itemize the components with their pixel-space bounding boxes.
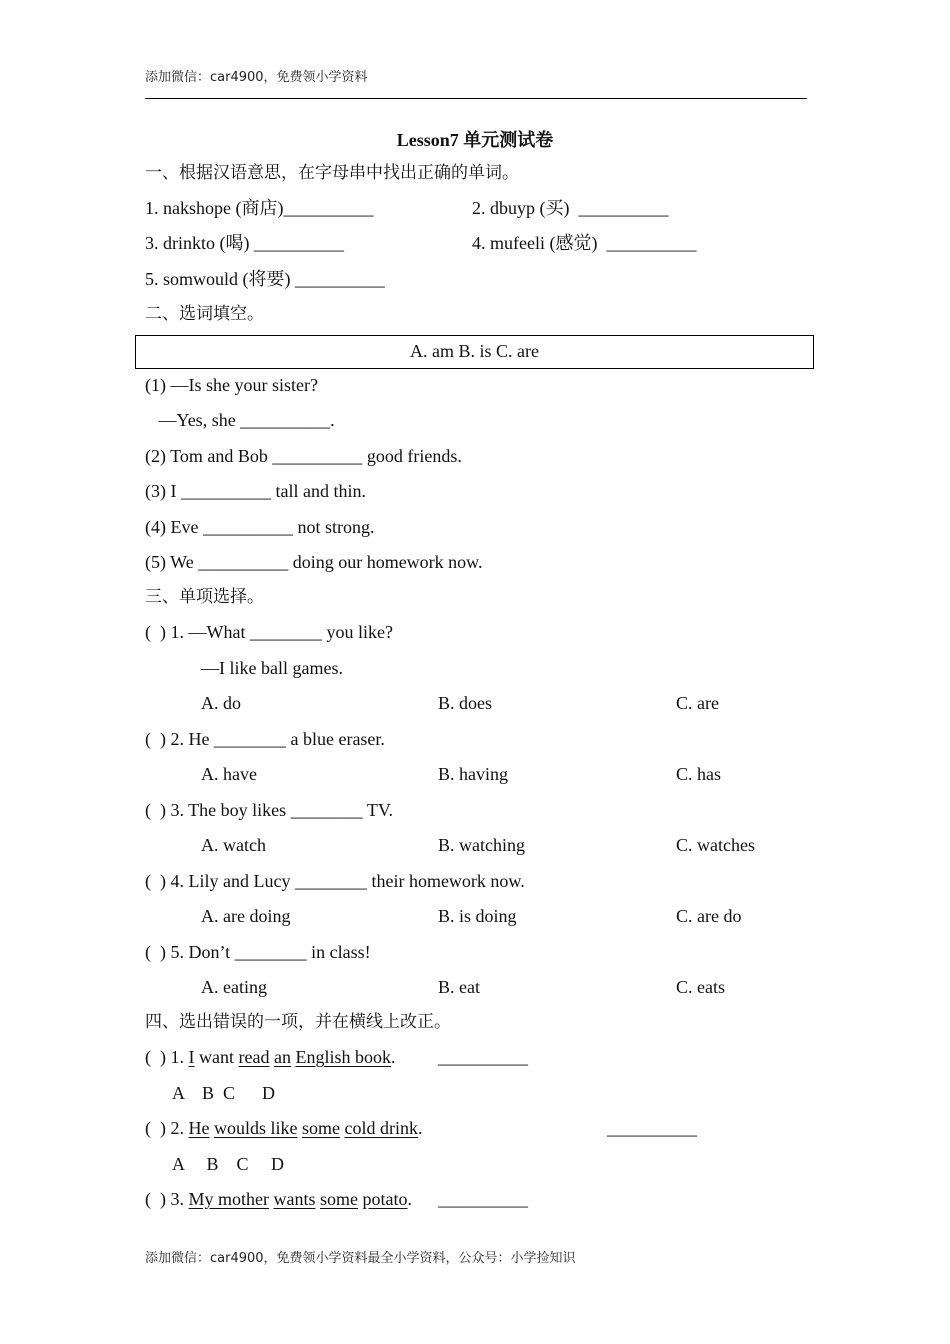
s4-q1-part-b: read bbox=[238, 1047, 270, 1067]
s4-q1-sentence: ( ) 1. I want read an English book. bbox=[145, 1047, 396, 1067]
s4-q1-blank: __________ bbox=[438, 1047, 528, 1067]
s3-q4-option-b: B. is doing bbox=[438, 906, 517, 926]
s2-item-1: (1) —Is she your sister? bbox=[145, 375, 318, 395]
s3-q5-option-b: B. eat bbox=[438, 977, 480, 997]
section2-heading: 二、选词填空。 bbox=[145, 304, 264, 324]
s3-q1-option-b: B. does bbox=[438, 693, 492, 713]
s3-q5-option-c: C. eats bbox=[676, 977, 725, 997]
s3-q1-option-c: C. are bbox=[676, 693, 719, 713]
header-divider bbox=[145, 98, 807, 99]
s3-q4-option-c: C. are do bbox=[676, 906, 742, 926]
s3-q3-option-b: B. watching bbox=[438, 835, 525, 855]
s1-item-5: 5. somwould (将要) __________ bbox=[145, 269, 385, 289]
s3-q2-option-a: A. have bbox=[201, 764, 257, 784]
s1-item-4: 4. mufeeli (感觉) __________ bbox=[472, 233, 697, 253]
page-title: Lesson7 单元测试卷 bbox=[396, 130, 554, 150]
s2-item-1-answer: —Yes, she __________. bbox=[145, 410, 335, 430]
s4-q2-sentence: ( ) 2. He woulds like some cold drink. bbox=[145, 1118, 423, 1138]
s1-item-3: 3. drinkto (喝) __________ bbox=[145, 233, 344, 253]
word-options-box: A. am B. is C. are bbox=[135, 335, 814, 369]
section3-heading: 三、单项选择。 bbox=[145, 587, 264, 607]
s4-q2-part-d: cold drink bbox=[344, 1118, 418, 1138]
s3-q3-option-a: A. watch bbox=[201, 835, 266, 855]
s3-q5-option-a: A. eating bbox=[201, 977, 267, 997]
s2-item-5: (5) We __________ doing our homework now. bbox=[145, 552, 483, 572]
s1-item-2: 2. dbuyp (买) __________ bbox=[472, 198, 669, 218]
s3-q4-stem: ( ) 4. Lily and Lucy ________ their homework now. bbox=[145, 871, 525, 891]
s4-q3-part-a: My mother bbox=[188, 1189, 269, 1209]
s4-q3-part-c: some bbox=[320, 1189, 358, 1209]
s3-q4-option-a: A. are doing bbox=[201, 906, 291, 926]
s4-q2-part-b: woulds like bbox=[214, 1118, 298, 1138]
s3-q3-stem: ( ) 3. The boy likes ________ TV. bbox=[145, 800, 393, 820]
s4-q3-sentence: ( ) 3. My mother wants some potato. bbox=[145, 1189, 412, 1209]
s4-q2-letters: A B C D bbox=[172, 1154, 285, 1174]
s3-q2-option-c: C. has bbox=[676, 764, 721, 784]
s4-q2-part-a: He bbox=[188, 1118, 210, 1138]
s3-q3-option-c: C. watches bbox=[676, 835, 755, 855]
s4-q1-letters: A B C D bbox=[172, 1083, 276, 1103]
s1-item-1: 1. nakshope (商店)__________ bbox=[145, 198, 374, 218]
s3-q2-option-b: B. having bbox=[438, 764, 508, 784]
page-header: 添加微信：car4900，免费领小学资料 bbox=[145, 70, 368, 85]
section1-heading: 一、根据汉语意思，在字母串中找出正确的单词。 bbox=[145, 163, 519, 183]
s4-q3-part-d: potato bbox=[362, 1189, 408, 1209]
s4-q2-part-c: some bbox=[302, 1118, 340, 1138]
s2-item-2: (2) Tom and Bob __________ good friends. bbox=[145, 446, 462, 466]
s3-q1-stem: ( ) 1. —What ________ you like? bbox=[145, 622, 393, 642]
s4-q1-part-a: I bbox=[188, 1047, 195, 1067]
s3-q1-option-a: A. do bbox=[201, 693, 241, 713]
s4-q3-blank: __________ bbox=[438, 1189, 528, 1209]
s4-q3-part-b: wants bbox=[273, 1189, 316, 1209]
s4-q1-part-d: English book bbox=[295, 1047, 391, 1067]
s3-q2-stem: ( ) 2. He ________ a blue eraser. bbox=[145, 729, 385, 749]
section4-heading: 四、选出错误的一项，并在横线上改正。 bbox=[145, 1012, 451, 1032]
s2-item-3: (3) I __________ tall and thin. bbox=[145, 481, 366, 501]
page-footer: 添加微信：car4900，免费领小学资料最全小学资料，公众号：小学捡知识 bbox=[145, 1251, 576, 1266]
s2-item-4: (4) Eve __________ not strong. bbox=[145, 517, 375, 537]
s3-q5-stem: ( ) 5. Don’t ________ in class! bbox=[145, 942, 371, 962]
s4-q2-blank: __________ bbox=[607, 1118, 697, 1138]
s3-q1-stem2: —I like ball games. bbox=[201, 658, 343, 678]
s4-q1-part-c: an bbox=[273, 1047, 291, 1067]
